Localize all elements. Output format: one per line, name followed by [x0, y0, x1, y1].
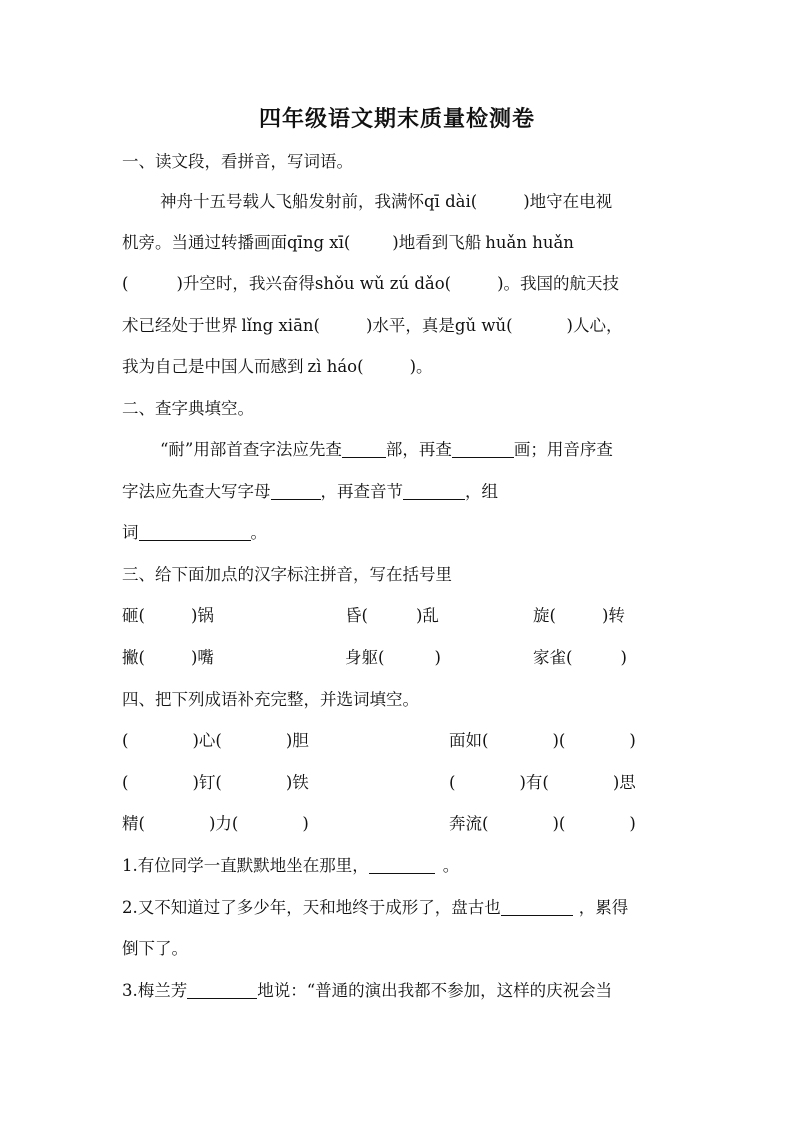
- paren-close: ): [392, 233, 399, 252]
- text: ，再查音节: [320, 482, 403, 501]
- pinyin-lingxian: lǐng xiān: [241, 316, 314, 335]
- idiom-item: ( )心( )胆: [122, 731, 309, 750]
- dictionary-line-3: [122, 521, 267, 545]
- text: “耐”用部首查字法应先查: [160, 440, 342, 459]
- text: ，累得: [578, 898, 629, 917]
- section-1-heading: 一、读文段，看拼音，写词语。: [122, 152, 353, 171]
- passage-line-4: [122, 314, 622, 338]
- question-2: [122, 896, 628, 920]
- paren-close: ): [523, 192, 530, 211]
- fill-blank[interactable]: [342, 441, 386, 458]
- idiom-row-1: [0, 729, 794, 753]
- idiom-item: 精( )力( ): [122, 814, 309, 833]
- fill-blank[interactable]: [403, 483, 465, 500]
- text: 神舟十五号载人飞船发射前，我满怀: [160, 192, 424, 211]
- paren-open: (: [357, 357, 364, 376]
- fill-blank[interactable]: [452, 441, 514, 458]
- paren-open: (: [122, 274, 129, 293]
- pinyin-huanhuan: huǎn huǎn: [485, 233, 574, 252]
- pinyin-item: 身躯( ): [345, 648, 441, 667]
- text: 水平，真是: [372, 316, 455, 335]
- text: 。: [442, 856, 460, 875]
- fill-blank[interactable]: [369, 857, 435, 874]
- paren-open: (: [444, 274, 452, 293]
- pinyin-zihao: zì háo: [307, 357, 358, 376]
- dictionary-line-2: [122, 480, 498, 504]
- question-2-continued: 倒下了。: [122, 939, 188, 958]
- pinyin-shouwuzudao: shǒu wǔ zú dǎo: [314, 274, 445, 293]
- passage-line-5: [122, 355, 433, 379]
- page-title: 四年级语文期末质量检测卷: [258, 106, 535, 132]
- paren-close: ): [497, 274, 504, 293]
- text: 人心，: [572, 316, 623, 335]
- question-3: [122, 979, 612, 1003]
- question-1: [122, 854, 459, 878]
- text: 字法应先查大写字母: [122, 482, 271, 501]
- paren-open: (: [506, 316, 513, 335]
- text: 部，再查: [385, 440, 452, 459]
- pinyin-guwu: gǔ wǔ: [454, 316, 507, 335]
- fill-blank[interactable]: [501, 899, 573, 916]
- fill-blank[interactable]: [139, 524, 251, 541]
- text: 。我国的航天技: [503, 274, 620, 293]
- text: 地看到飞船: [398, 233, 482, 252]
- text: 地守在电视: [529, 192, 613, 211]
- pinyin-qidai: qī dài: [424, 192, 471, 211]
- text: 3.梅兰芳: [122, 981, 188, 1000]
- fill-blank[interactable]: [271, 483, 321, 500]
- idiom-item: 奔流( )( ): [449, 814, 636, 833]
- passage-line-1: [160, 190, 612, 214]
- text: 机旁。当通过转播画面: [122, 233, 287, 252]
- text: 术已经处于世界: [122, 316, 238, 335]
- pinyin-row-2: [0, 646, 794, 670]
- idiom-item: 面如( )( ): [449, 731, 636, 750]
- text: 地说：“普通的演出我都不参加，这样的庆祝会当: [257, 981, 613, 1000]
- text: 词: [122, 523, 139, 542]
- pinyin-item: 昏( )乱: [345, 606, 439, 625]
- paren-open: (: [470, 192, 478, 211]
- idiom-item: ( )有( )思: [449, 773, 636, 792]
- paren-close: ): [566, 316, 573, 335]
- pinyin-item: 砸( )锅: [122, 606, 214, 625]
- pinyin-item: 家雀( ): [533, 648, 627, 667]
- paren-close: ): [365, 316, 373, 335]
- passage-line-2: [122, 231, 574, 255]
- text: 1.有位同学一直默默地坐在那里，: [122, 856, 369, 875]
- text: 升空时，我兴奋得: [182, 274, 315, 293]
- fill-blank[interactable]: [187, 982, 257, 999]
- text: 2.又不知道过了多少年，天和地终于成形了，盘古也: [122, 898, 501, 917]
- paren-close: ): [176, 274, 183, 293]
- passage-line-3: [122, 272, 619, 296]
- section-2-heading: 二、查字典填空。: [122, 399, 254, 418]
- section-4-heading: 四、把下列成语补充完整，并选词填空。: [122, 690, 419, 709]
- idiom-row-3: [0, 812, 794, 836]
- text: 我为自己是中国人而感到: [122, 357, 304, 376]
- idiom-item: ( )钉( )铁: [122, 773, 309, 792]
- pinyin-row-1: [0, 604, 794, 628]
- text: 。: [416, 357, 433, 376]
- text: 画；用音序查: [513, 440, 613, 459]
- section-3-heading: 三、给下面加点的汉字标注拼音，写在括号里: [122, 565, 452, 584]
- pinyin-item: 旋( )转: [533, 606, 625, 625]
- text: 。: [250, 523, 267, 542]
- pinyin-qingxi: qīng xī: [287, 233, 344, 252]
- dictionary-line-1: [160, 438, 613, 462]
- paren-open: (: [313, 316, 320, 335]
- text: ，组: [465, 482, 498, 501]
- paren-open: (: [343, 233, 351, 252]
- idiom-row-2: [0, 771, 794, 795]
- paren-close: ): [409, 357, 416, 376]
- pinyin-item: 撇( )嘴: [122, 648, 214, 667]
